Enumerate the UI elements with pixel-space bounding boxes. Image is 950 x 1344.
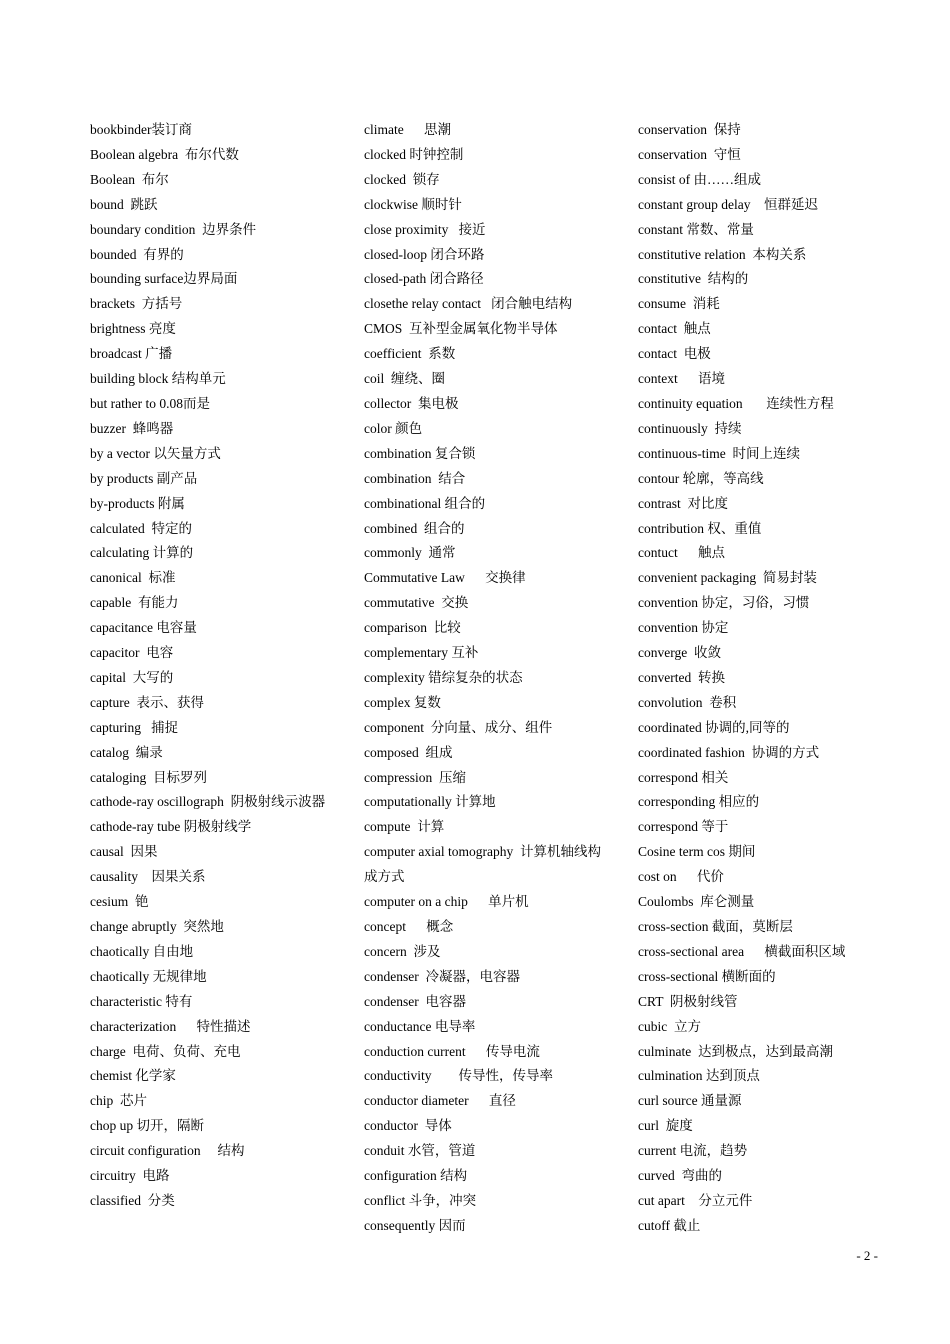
glossary-entry: conductor 导体 bbox=[364, 1118, 452, 1134]
glossary-entry: chip 芯片 bbox=[90, 1093, 147, 1109]
glossary-entry: curl source 通量源 bbox=[638, 1093, 742, 1109]
glossary-entry: capacitance 电容量 bbox=[90, 620, 197, 636]
glossary-entry: corresponding 相应的 bbox=[638, 794, 760, 810]
glossary-entry: collector 集电极 bbox=[364, 395, 459, 411]
glossary-entry: cubic 立方 bbox=[638, 1018, 701, 1034]
glossary-entry: configuration 结构 bbox=[364, 1168, 468, 1184]
glossary-entry: contact 触点 bbox=[638, 321, 711, 337]
glossary-entry: conductivity 传导性，传导率 bbox=[364, 1068, 553, 1084]
glossary-entry: concern 涉及 bbox=[364, 943, 441, 959]
glossary-entry: catalog 编录 bbox=[90, 744, 163, 760]
glossary-entry: conductance 电导率 bbox=[364, 1018, 476, 1034]
glossary-entry: by products 副产品 bbox=[90, 470, 198, 486]
glossary-entry: current 电流，趋势 bbox=[638, 1143, 748, 1159]
glossary-column-1 bbox=[90, 118, 340, 1214]
glossary-entry: characterization 特性描述 bbox=[90, 1018, 251, 1034]
glossary-entry: color 颜色 bbox=[364, 420, 423, 436]
glossary-entry: culminate 达到极点，达到最高潮 bbox=[638, 1043, 833, 1059]
glossary-entry: continuous-time 时间上连续 bbox=[638, 445, 800, 461]
glossary-entry: concept 概念 bbox=[364, 919, 454, 934]
glossary-entry: canonical 标准 bbox=[90, 570, 176, 586]
glossary-entry: convenient packaging 简易封装 bbox=[638, 570, 817, 586]
glossary-entry: combinational 组合的 bbox=[364, 495, 486, 511]
glossary-entry: cataloging 目标罗列 bbox=[90, 769, 207, 785]
glossary-entry: coordinated fashion 协调的方式 bbox=[638, 744, 820, 760]
glossary-entry: capture 表示、获得 bbox=[90, 694, 204, 710]
glossary-entry: curved 弯曲的 bbox=[638, 1168, 722, 1184]
glossary-entry: constitutive relation 本构关系 bbox=[638, 246, 807, 262]
glossary-entry: buzzer 蜂鸣器 bbox=[90, 420, 174, 436]
glossary-entry: cesium 铯 bbox=[90, 894, 149, 910]
glossary-entry: convolution 卷积 bbox=[638, 694, 737, 710]
glossary-entry: clocked 时钟控制 bbox=[364, 146, 464, 162]
glossary-entry: complexity 错综复杂的状态 bbox=[364, 669, 523, 685]
glossary-entry: computer on a chip 单片机 bbox=[364, 894, 529, 910]
glossary-entry: culmination 达到顶点 bbox=[638, 1068, 760, 1084]
glossary-entry: curl 旋度 bbox=[638, 1118, 693, 1134]
glossary-entry: building block 结构单元 bbox=[90, 371, 226, 387]
glossary-entry: converge 收敛 bbox=[638, 645, 721, 661]
glossary-entry: classified 分类 bbox=[90, 1192, 175, 1208]
glossary-entry: context 语境 bbox=[638, 371, 725, 387]
glossary-entry: chop up 切开，隔断 bbox=[90, 1118, 204, 1134]
glossary-entry: CMOS 互补型金属氧化物半导体 bbox=[364, 321, 558, 337]
glossary-entry: CRT 阴极射线管 bbox=[638, 993, 738, 1009]
glossary-entry: continuously 持续 bbox=[638, 420, 742, 436]
glossary-entry: conduction current 传导电流 bbox=[364, 1043, 540, 1059]
glossary-entry: chemist 化学家 bbox=[90, 1068, 176, 1084]
glossary-entry: cutoff 截止 bbox=[638, 1217, 701, 1233]
glossary-entry: cathode-ray oscillograph 阴极射线示波器 bbox=[90, 794, 326, 810]
glossary-entry: conservation 保持 bbox=[638, 122, 741, 137]
glossary-entry: contour 轮廓，等高线 bbox=[638, 470, 764, 486]
glossary-entry: capturing 捕捉 bbox=[90, 719, 179, 735]
glossary-entry: coefficient 系数 bbox=[364, 346, 456, 362]
glossary-entry: contrast 对比度 bbox=[638, 495, 728, 511]
glossary-entry: condenser 冷凝器，电容器 bbox=[364, 968, 520, 984]
glossary-entry: compute 计算 bbox=[364, 819, 445, 835]
glossary-entry: chaotically 无规律地 bbox=[90, 968, 207, 984]
glossary-entry: contuct 触点 bbox=[638, 545, 725, 561]
glossary-entry: consist of 由……组成 bbox=[638, 171, 761, 187]
glossary-entry: charge 电荷、负荷、充电 bbox=[90, 1043, 241, 1059]
glossary-entry: Boolean algebra 布尔代数 bbox=[90, 146, 239, 162]
glossary-entry: capable 有能力 bbox=[90, 595, 179, 611]
glossary-entry: correspond 等于 bbox=[638, 819, 729, 835]
glossary-entry: bounding surface边界局面 bbox=[90, 271, 238, 287]
glossary-entry: contribution 权、重值 bbox=[638, 520, 762, 536]
glossary-entry: conflict 斗争，冲突 bbox=[364, 1192, 477, 1208]
glossary-entry: conservation 守恒 bbox=[638, 146, 741, 162]
glossary-entry: Coulombs 库仑测量 bbox=[638, 894, 755, 910]
glossary-entry: convention 协定，习俗，习惯 bbox=[638, 595, 810, 611]
glossary-entry: correspond 相关 bbox=[638, 769, 729, 785]
glossary-entry: continuity equation 连续性方程 bbox=[638, 395, 834, 411]
glossary-entry: chaotically 自由地 bbox=[90, 943, 194, 959]
glossary-entry: coil 缠绕、圈 bbox=[364, 371, 445, 387]
glossary-entry: brightness 亮度 bbox=[90, 321, 176, 337]
glossary-entry: closed-loop 闭合环路 bbox=[364, 246, 485, 262]
glossary-entry: commonly 通常 bbox=[364, 545, 456, 561]
glossary-entry: cut apart 分立元件 bbox=[638, 1192, 753, 1208]
glossary-entry: bookbinder装订商 bbox=[90, 122, 192, 137]
glossary-entry: cross-section 截面，莫断层 bbox=[638, 919, 793, 934]
glossary-entry: complex 复数 bbox=[364, 694, 441, 710]
glossary-entry: combination 结合 bbox=[364, 470, 466, 486]
glossary-entry: boundary condition 边界条件 bbox=[90, 221, 257, 237]
glossary-entry: condenser 电容器 bbox=[364, 993, 466, 1009]
glossary-entry: closethe relay contact 闭合触电结构 bbox=[364, 296, 573, 312]
glossary-entry: coordinated 协调的,同等的 bbox=[638, 719, 790, 735]
glossary-entry: broadcast 广播 bbox=[90, 346, 173, 362]
glossary-entry: cost on 代价 bbox=[638, 869, 724, 885]
glossary-column-3 bbox=[638, 118, 900, 1239]
glossary-entry: calculating 计算的 bbox=[90, 545, 194, 561]
glossary-entry: combined 组合的 bbox=[364, 520, 465, 536]
glossary-column-2 bbox=[364, 118, 614, 1239]
glossary-entry: clocked 锁存 bbox=[364, 171, 440, 187]
glossary-entry: capital 大写的 bbox=[90, 669, 174, 685]
glossary-entry: circuitry 电路 bbox=[90, 1168, 170, 1184]
glossary-entry: constant group delay 恒群延迟 bbox=[638, 196, 818, 212]
glossary-entry: consume 消耗 bbox=[638, 296, 720, 312]
glossary-entry: computer axial tomography 计算机轴线构成方式 bbox=[364, 844, 601, 885]
glossary-entry: complementary 互补 bbox=[364, 645, 479, 661]
glossary-entry: close proximity 接近 bbox=[364, 221, 486, 237]
glossary-entry: combination 复合锁 bbox=[364, 445, 476, 461]
glossary-entry: characteristic 特有 bbox=[90, 993, 193, 1009]
glossary-entry: compression 压缩 bbox=[364, 769, 466, 785]
glossary-entry: conductor diameter 直径 bbox=[364, 1093, 516, 1109]
glossary-entry: component 分向量、成分、组件 bbox=[364, 719, 553, 735]
glossary-entry: cross-sectional area 横截面积区域 bbox=[638, 943, 846, 959]
glossary-entry: conduit 水管，管道 bbox=[364, 1143, 476, 1159]
glossary-entry: circuit configuration 结构 bbox=[90, 1143, 245, 1159]
glossary-entry: but rather to 0.08而是 bbox=[90, 395, 210, 411]
glossary-entry: converted 转换 bbox=[638, 669, 725, 685]
glossary-entry: causal 因果 bbox=[90, 844, 158, 860]
glossary-entry: cross-sectional 横断面的 bbox=[638, 968, 776, 984]
glossary-entry: bounded 有界的 bbox=[90, 246, 184, 262]
glossary-entry: causality 因果关系 bbox=[90, 869, 206, 885]
glossary-entry: calculated 特定的 bbox=[90, 520, 192, 536]
glossary-entry: contact 电极 bbox=[638, 346, 711, 362]
glossary-entry: commutative 交换 bbox=[364, 595, 469, 611]
glossary-entry: constant 常数、常量 bbox=[638, 221, 754, 237]
glossary-entry: brackets 方括号 bbox=[90, 296, 183, 312]
page-number: - 2 - bbox=[856, 1248, 878, 1263]
glossary-entry: clockwise 顺时针 bbox=[364, 196, 462, 212]
glossary-entry: constitutive 结构的 bbox=[638, 271, 749, 287]
glossary-entry: bound 跳跃 bbox=[90, 196, 158, 212]
glossary-entry: Cosine term cos 期间 bbox=[638, 844, 756, 860]
glossary-entry: closed-path 闭合路径 bbox=[364, 271, 484, 287]
glossary-entry: composed 组成 bbox=[364, 744, 453, 760]
glossary-entry: consequently 因而 bbox=[364, 1217, 466, 1233]
glossary-entry: Commutative Law 交换律 bbox=[364, 570, 526, 586]
glossary-entry: comparison 比较 bbox=[364, 620, 461, 636]
glossary-entry: Boolean 布尔 bbox=[90, 171, 169, 187]
glossary-entry: by a vector 以矢量方式 bbox=[90, 445, 221, 461]
glossary-entry: convention 协定 bbox=[638, 620, 729, 636]
glossary-entry: climate 思潮 bbox=[364, 122, 451, 137]
glossary-entry: by-products 附属 bbox=[90, 495, 185, 511]
glossary-entry: computationally 计算地 bbox=[364, 794, 496, 810]
glossary-entry: capacitor 电容 bbox=[90, 645, 174, 661]
glossary-entry: change abruptly 突然地 bbox=[90, 919, 224, 934]
glossary-entry: cathode-ray tube 阴极射线学 bbox=[90, 819, 252, 835]
